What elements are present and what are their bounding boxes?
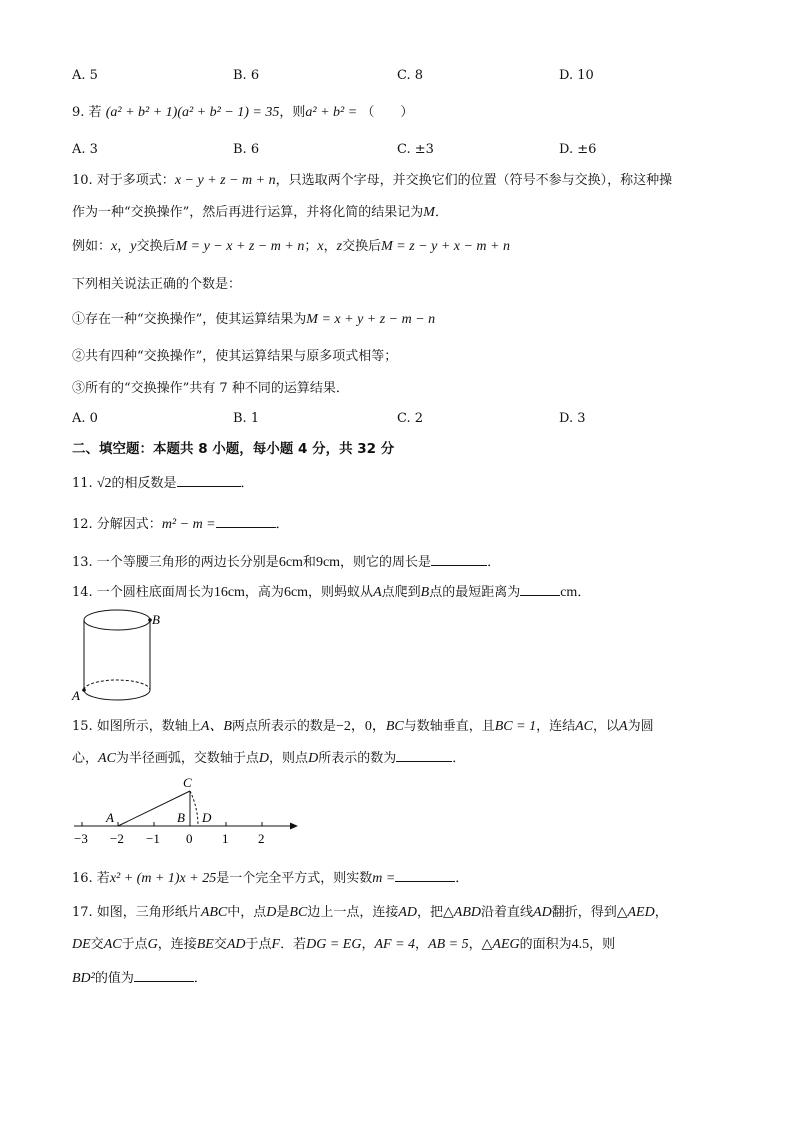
question-text: 下列相关说法正确的个数是： (72, 277, 242, 292)
math-value: 6cm (283, 585, 309, 600)
answer-blank[interactable] (431, 552, 487, 566)
question-text: ，则它的周长是 (340, 555, 432, 570)
math-symbol: x (111, 239, 118, 254)
math-expression: √2 (96, 476, 112, 491)
answer-blank[interactable] (177, 473, 241, 487)
unit-label: cm (560, 585, 578, 600)
question-text: 15. 如图所示，数轴上 (72, 719, 201, 734)
question-text: ． (434, 205, 448, 220)
math-value: 6cm (278, 555, 303, 570)
math-value: −2，0， (335, 719, 386, 734)
math-symbol: △AEG (481, 937, 520, 952)
question-text: ②共有四种“交换操作”，使其运算结果与原多项式相等； (72, 349, 398, 364)
math-symbol: AC (575, 719, 593, 734)
question-text: 交 (90, 937, 104, 952)
question-text: ，高为 (244, 585, 284, 600)
question-text: 14. 一个圆柱底面周长为 (72, 585, 214, 600)
question-text: ． (455, 871, 469, 886)
question-text: 于点 (245, 937, 272, 952)
question-text: ，则点 (269, 751, 309, 766)
option-b: B. 1 (233, 411, 260, 426)
question-text: 交 (213, 937, 227, 952)
question-text: ． (487, 555, 501, 570)
point-a (82, 688, 86, 692)
question-text: ． (452, 751, 466, 766)
option-b: B. 6 (233, 142, 260, 157)
answer-blank[interactable] (395, 868, 455, 882)
math-symbol: ABC (200, 905, 228, 920)
question-text: 例如： (72, 239, 112, 254)
math-symbol: F (271, 937, 281, 952)
math-expression: a² + b² = (305, 105, 358, 120)
math-value: 16cm (213, 585, 245, 600)
question-text: 两点所表示的数是 (231, 719, 336, 734)
math-expression: AF = 4 (374, 937, 416, 952)
question-text: 是 (276, 905, 290, 920)
math-symbol: A (619, 719, 628, 734)
question-15-line-1 (72, 718, 654, 736)
option-d: D. ±6 (559, 142, 597, 157)
question-10-line-1 (72, 172, 672, 190)
question-13 (72, 552, 500, 572)
question-text: 中，点 (227, 905, 267, 920)
tick-label: −1 (146, 831, 160, 846)
math-symbol: △AED (616, 905, 655, 920)
question-text: ， (415, 937, 429, 952)
math-expression: (a² + b² + 1)(a² + b² − 1) = 35 (105, 105, 280, 120)
label-a: A (106, 810, 114, 825)
question-17-line-2 (72, 936, 615, 954)
option-d: D. 3 (559, 411, 586, 426)
question-text: ，只选取两个字母，并交换它们的位置（符号不参与交换），称这种操 (275, 173, 673, 188)
option-b: B. 6 (233, 68, 260, 83)
math-symbol: D (258, 751, 270, 766)
question-text: 于点 (121, 937, 148, 952)
statement-3 (72, 380, 349, 398)
question-text: 点爬到 (381, 585, 421, 600)
math-expression: M = x + y + z − m − n (306, 312, 436, 327)
question-text: ． (193, 971, 207, 986)
math-symbol: AD (398, 905, 417, 920)
statement-2 (72, 348, 397, 366)
question-text: 翻折，得到 (551, 905, 617, 920)
option-d: D. 10 (559, 68, 594, 83)
math-symbol: AD (226, 937, 246, 952)
question-text: 是一个完全平方式，则实数 (216, 871, 373, 886)
math-symbol: BE (196, 937, 214, 952)
label-d: D (202, 810, 212, 825)
question-text: 沿着直线 (481, 905, 534, 920)
arc-cd (190, 791, 198, 826)
question-text: ， (654, 905, 668, 920)
answer-bracket: （ ） (361, 105, 414, 120)
math-value: 9cm (315, 555, 341, 570)
question-text: 的值为 (94, 971, 134, 986)
math-symbol: D (266, 905, 277, 920)
option-a: A. 3 (72, 142, 98, 157)
math-symbol: D (308, 751, 319, 766)
question-text: 为圆 (627, 719, 654, 734)
math-expression: m = (372, 871, 396, 886)
question-text: ， (468, 937, 482, 952)
question-text: ， (323, 239, 337, 254)
question-text: 所表示的数为 (318, 751, 397, 766)
question-17-line-3 (72, 968, 207, 988)
question-11 (72, 473, 254, 493)
axis-arrow-icon (290, 823, 298, 830)
cylinder-bottom-front (84, 690, 150, 700)
question-text: ， (117, 239, 131, 254)
question-text: 作为一种“交换操作”，然后再进行运算，并将化简的结果记为 (72, 205, 424, 220)
math-symbol: A (373, 585, 382, 600)
question-text: 16. 若 (72, 871, 110, 886)
math-expression: x − y + z − m + n (174, 173, 276, 188)
cylinder-top-ellipse (84, 610, 150, 630)
math-expression: AB = 5 (428, 937, 469, 952)
answer-blank[interactable] (134, 968, 194, 982)
math-expression: BD² (72, 971, 95, 986)
question-text: 心， (72, 751, 99, 766)
math-symbol: M (423, 205, 435, 220)
question-text: ，则 (589, 937, 616, 952)
math-symbol: x (317, 239, 324, 254)
label-a: A (72, 688, 80, 703)
cylinder-bottom-back (84, 680, 150, 690)
tick-label: 0 (186, 831, 193, 846)
question-9 (72, 104, 413, 122)
question-14 (72, 582, 590, 602)
question-text: ，则 (279, 105, 306, 120)
answer-blank[interactable] (216, 514, 276, 528)
math-expression: M = z − y + x − m + n (381, 239, 510, 254)
math-expression: DG = EG (306, 937, 362, 952)
question-text: ． (577, 585, 591, 600)
question-text: 与数轴垂直，且 (403, 719, 495, 734)
question-text: ，把 (417, 905, 444, 920)
question-text: 的相反数是 (111, 476, 177, 491)
label-c: C (183, 775, 192, 790)
question-text: ，以 (593, 719, 620, 734)
number-line-figure (70, 772, 310, 850)
math-symbol: DE (72, 937, 91, 952)
tick-label: 2 (258, 831, 265, 846)
option-c: C. 8 (397, 68, 424, 83)
math-value: 4.5 (571, 937, 590, 952)
math-symbol: A、B (200, 719, 232, 734)
question-number: 9. (72, 105, 85, 120)
question-text: 10. 对于多项式： (72, 173, 175, 188)
math-symbol: z (336, 239, 343, 254)
tick-label: −3 (74, 831, 88, 846)
math-expression: m² − m = (161, 517, 216, 532)
section-heading: 二、填空题：本题共 8 小题，每小题 4 分，共 32 分 (72, 441, 395, 457)
question-10-prompt (72, 276, 241, 294)
math-symbol: AC (98, 751, 116, 766)
option-a: A. 0 (72, 411, 98, 426)
question-10-example (72, 238, 510, 256)
question-text: 13. 一个等腰三角形的两边长分别是 (72, 555, 279, 570)
question-text: 点的最短距离为 (429, 585, 521, 600)
question-text: 17. 如图，三角形纸片 (72, 905, 201, 920)
question-text: ．若 (280, 937, 307, 952)
question-15-line-2 (72, 748, 465, 768)
cylinder-figure (70, 604, 170, 710)
question-16 (72, 868, 468, 888)
answer-blank[interactable] (396, 748, 452, 762)
question-text: ③所有的“交换操作”共有 7 种不同的运算结果． (72, 381, 349, 396)
math-symbol: BC (385, 719, 404, 734)
question-text: ，则蚂蚁从 (308, 585, 374, 600)
question-text: ； (304, 239, 318, 254)
question-text: 边上一点，连接 (307, 905, 399, 920)
question-text: 的面积为 (519, 937, 572, 952)
question-text: 若 (88, 105, 102, 120)
question-text: 12. 分解因式： (72, 517, 162, 532)
question-text: ． (275, 517, 289, 532)
math-symbol: B (420, 585, 430, 600)
tick-label: 1 (222, 831, 229, 846)
statement-1 (72, 311, 435, 329)
math-expression: x² + (m + 1)x + 25 (109, 871, 217, 886)
math-symbol: BC (289, 905, 308, 920)
question-text: 为半径画弧，交数轴于点 (115, 751, 259, 766)
question-text: ． (240, 476, 254, 491)
math-symbol: AD (533, 905, 552, 920)
question-text: 和 (302, 555, 316, 570)
question-text: ①存在一种“交换操作”，使其运算结果为 (72, 312, 307, 327)
question-10-line-2 (72, 204, 448, 222)
math-expression: BC = 1 (494, 719, 537, 734)
label-b: B (152, 612, 160, 627)
math-expression: M = y − x + z − m + n (175, 239, 305, 254)
question-text: 交换后 (342, 239, 382, 254)
math-symbol: G (147, 937, 158, 952)
math-symbol: y (130, 239, 137, 254)
option-a: A. 5 (72, 68, 98, 83)
math-symbol: AC (103, 937, 122, 952)
question-text: ，连结 (536, 719, 576, 734)
option-c: C. 2 (397, 411, 424, 426)
tick-label: −2 (110, 831, 124, 846)
question-17-line-1 (72, 904, 668, 922)
math-symbol: △ABD (443, 905, 481, 920)
label-b: B (177, 810, 185, 825)
option-c: C. ±3 (397, 142, 434, 157)
answer-blank[interactable] (520, 582, 560, 596)
question-12 (72, 514, 289, 534)
question-text: 交换后 (136, 239, 176, 254)
question-text: ， (361, 937, 375, 952)
question-text: ，连接 (157, 937, 197, 952)
question-number: 11. (72, 476, 93, 491)
